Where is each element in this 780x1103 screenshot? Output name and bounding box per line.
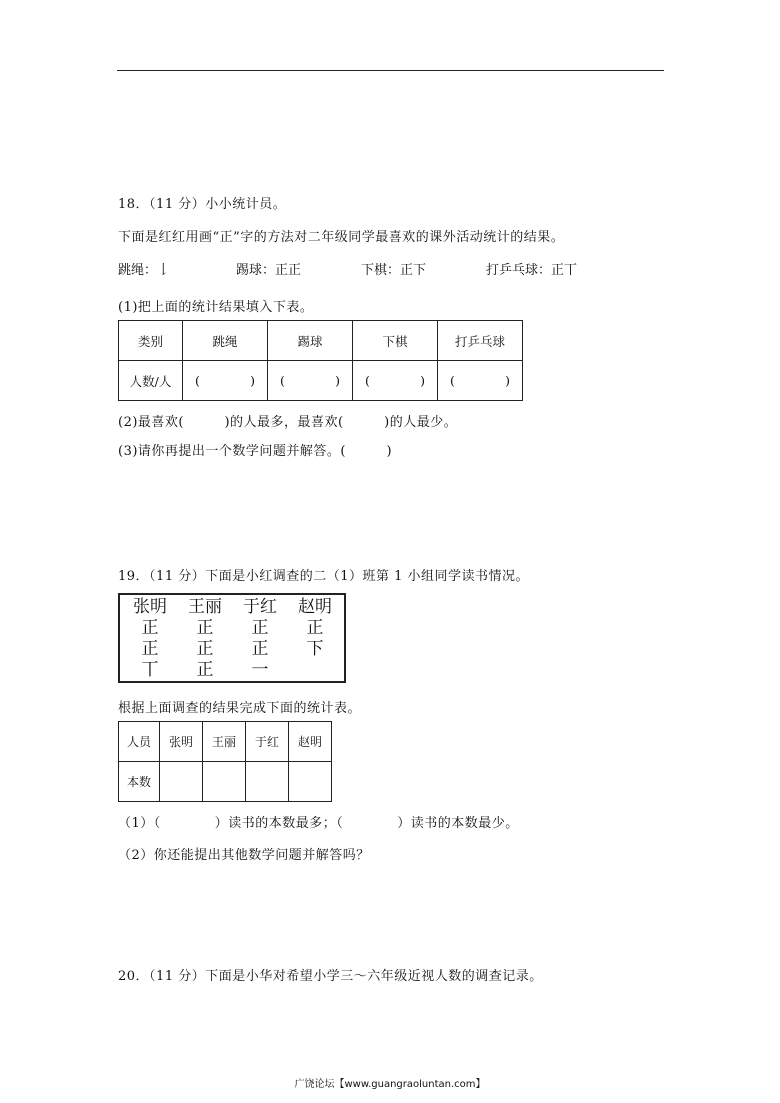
answer-cell[interactable] (160, 762, 203, 802)
table-header-cell: 王丽 (203, 722, 246, 762)
q19-survey-box (118, 593, 346, 683)
answer-cell[interactable] (203, 762, 246, 802)
q18-sub3: (3)请你再提出一个数学问题并解答。( ) (118, 444, 393, 459)
q19-table (118, 721, 332, 802)
tally-chess: 下棋：正下 (361, 263, 427, 278)
q19-sub2: （2）你还能提出其他数学问题并解答吗？ (118, 848, 370, 863)
q20-title: 20．（11 分）下面是小华对希望小学三～六年级近视人数的调查记录。 (118, 969, 543, 984)
q19-sub1: （1）（ ）读书的本数最多；（ ）读书的本数最少。 (118, 816, 519, 831)
table-row-label: 本数 (119, 762, 160, 802)
survey-column: 张明 正 正 丅 (133, 597, 167, 680)
header-rule (117, 70, 664, 71)
table-header-cell: 下棋 (353, 321, 438, 361)
survey-column: 王丽 正 正 正 (188, 597, 222, 680)
answer-cell-football[interactable]: ( ) (268, 361, 353, 401)
q19-title: 19．（11 分）下面是小红调查的二（1）班第 1 小组同学读书情况。 (118, 569, 530, 584)
table-header-cell: 类别 (119, 321, 183, 361)
q18-tally-row (0, 259, 780, 279)
answer-cell[interactable] (289, 762, 332, 802)
q19-intro: 根据上面调查的结果完成下面的统计表。 (118, 701, 362, 716)
table-row (119, 722, 332, 762)
answer-cell-jump-rope[interactable]: ( ) (183, 361, 268, 401)
table-row (119, 762, 332, 802)
table-header-cell: 人员 (119, 722, 160, 762)
table-row-label: 人数/人 (119, 361, 183, 401)
answer-cell-chess[interactable]: ( ) (353, 361, 438, 401)
table-header-cell: 跳绳 (183, 321, 268, 361)
table-header-cell: 于红 (246, 722, 289, 762)
tally-football: 踢球：正正 (236, 263, 302, 278)
table-header-cell: 赵明 (289, 722, 332, 762)
tally-jump-rope: 跳绳：𠄌 (118, 263, 171, 278)
table-row (119, 321, 523, 361)
page-footer: 广饶论坛【www.guangraoluntan.com】 (294, 1079, 486, 1090)
table-header-cell: 踢球 (268, 321, 353, 361)
table-header-cell: 张明 (160, 722, 203, 762)
answer-cell[interactable] (246, 762, 289, 802)
q18-sub1: (1)把上面的统计结果填入下表。 (118, 300, 314, 315)
q18-sub2: (2)最喜欢( )的人最多，最喜欢( )的人最少。 (118, 415, 458, 430)
q18-intro: 下面是红红用画“正”字的方法对二年级同学最喜欢的课外活动统计的结果。 (118, 230, 565, 245)
table-row (119, 361, 523, 401)
tally-pingpong: 打乒乓球：正丅 (486, 263, 578, 278)
q18-title: 18．（11 分）小小统计员。 (118, 197, 287, 212)
survey-column: 于红 正 正 一 (243, 597, 277, 680)
answer-cell-pingpong[interactable]: ( ) (438, 361, 523, 401)
table-header-cell: 打乒乓球 (438, 321, 523, 361)
q18-table (118, 320, 523, 401)
survey-column: 赵明 正 下 (298, 597, 332, 659)
